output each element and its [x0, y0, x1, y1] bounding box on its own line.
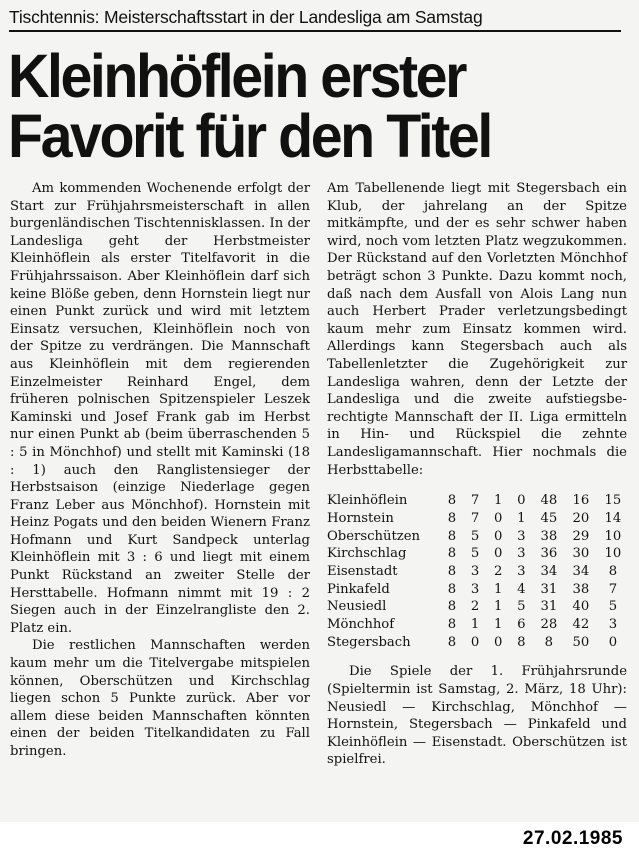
games-drawn: 1 — [493, 493, 503, 509]
sets-for: 31 — [540, 599, 558, 615]
points: 15 — [604, 493, 622, 509]
games-won: 7 — [470, 510, 480, 526]
date-stamp: 27.02.1985 — [522, 828, 623, 849]
games-played: 8 — [447, 563, 457, 579]
games-won: 0 — [470, 634, 480, 650]
table-row — [327, 598, 629, 616]
sets-for: 45 — [540, 510, 558, 526]
headline-line-1: Kleinhöflein erster — [8, 42, 466, 110]
team-name: Hornstein — [327, 510, 394, 526]
points: 10 — [604, 528, 622, 544]
games-played: 8 — [447, 510, 457, 526]
points: 10 — [604, 546, 622, 562]
team-name: Neusiedl — [327, 599, 387, 615]
table-row — [327, 510, 629, 528]
sets-against: 42 — [572, 617, 590, 633]
article-column-right — [327, 180, 627, 769]
games-drawn: 2 — [493, 563, 503, 579]
games-played: 8 — [447, 546, 457, 562]
sets-for: 8 — [544, 634, 554, 650]
games-drawn: 0 — [493, 528, 503, 544]
sets-against: 16 — [572, 493, 590, 509]
sets-against: 40 — [572, 599, 590, 615]
team-name: Oberschützen — [327, 528, 421, 544]
points: 7 — [608, 581, 618, 597]
games-drawn: 0 — [493, 634, 503, 650]
games-won: 3 — [470, 581, 480, 597]
sets-for: 34 — [540, 563, 558, 579]
table-row — [327, 545, 629, 563]
table-row — [327, 634, 629, 652]
sets-against: 34 — [572, 563, 590, 579]
games-drawn: 0 — [493, 510, 503, 526]
sets-for: 38 — [540, 528, 558, 544]
games-lost: 0 — [517, 493, 526, 509]
points: 14 — [604, 510, 622, 526]
games-drawn: 1 — [493, 617, 503, 633]
sets-for: 48 — [540, 493, 558, 509]
team-name: Pinkafeld — [327, 581, 390, 597]
sets-against: 38 — [572, 581, 590, 597]
games-drawn: 0 — [493, 546, 503, 562]
body-paragraph: Am Tabellenende liegt mit Stegersbach ein Klub, der jahrelang an der Spitze mitkämpfte, und der es sehr schwer haben wird, noch vom letzten Platz wegzukommen. Der Rückstand auf den Vorletzten Mönchhof beträgt schon 3 Punkte. Dazu kommt noch, daß nach dem Ausfall von Alois Lang nun auch Herbert Prader verletzungsbedingt kaum mehr zum Einsatz kommen wird. Allerdings kann Stegersbach auch als Tabellenletzter die Zugehörigkeit zur Landesliga wahren, denn der Letzte der Landesliga und die zweite aufstiegsberechtigte Mannschaft der II. Liga ermitteln in Hin- und Rückspiel die zehnte Landesligamannschaft. Hier nochmals die Herbsttabelle: — [327, 181, 627, 478]
team-name: Kleinhöflein — [327, 493, 408, 509]
sets-against: 20 — [572, 510, 590, 526]
games-won: 3 — [470, 563, 480, 579]
table-row — [327, 581, 629, 599]
games-played: 8 — [447, 634, 457, 650]
sets-for: 31 — [540, 581, 558, 597]
games-played: 8 — [447, 528, 457, 544]
games-played: 8 — [447, 493, 457, 509]
body-paragraph: Die Spiele der 1. Frühjahrsrunde (Spieltermin ist Samstag, 2. März, 18 Uhr): Neusiedl — Kirchschlag, Mönchhof — Hornstein, Stegersbach — Pinkafeld und Kleinhöflein — Eisenstadt. Oberschützen ist spielfrei. — [327, 664, 627, 768]
article-headline — [8, 42, 591, 170]
games-played: 8 — [447, 599, 457, 615]
games-drawn: 1 — [493, 599, 503, 615]
games-won: 1 — [470, 617, 480, 633]
points: 3 — [608, 617, 618, 633]
games-lost: 8 — [517, 634, 526, 650]
body-paragraph: Am kommenden Wochenende erfolgt der Start zur Frühjahrsmeisterschaft in allen burgenländischen Tischtennisklassen. In der Landesliga geht der Herbstmeister Kleinhöflein als erster Titelfavorit in die Frühjahrssaison. Aber Kleinhöflein darf sich keine Blöße geben, denn Hornstein liegt nur einen Punkt zurück und wird mit letztem Einsatz versuchen, Kleinhöflein noch von der Spitze zu verdrängen. Die Mannschaft aus Kleinhöflein mit dem regierenden Einzelmeister Reinhard Engel, dem früheren polnischen Spitzenspieler Leszek Kaminski und Josef Frank gab im Herbst nur einen Punkt ab (beim überraschenden 5 : 5 in Mönchhof) und stellt mit Kaminski (18 : 1) auch den Ranglistensieger der Herbstsaison (einzige Niederlage gegen Franz Leber aus Mönchhof). Hornstein mit Heinz Pogats und den beiden Wienern Franz Hofmann und Kurt Sandpeck unterlag Kleinhöflein mit 3 : 6 und liegt mit einem Punkt Rückstand an zweiter Stelle der Hersttabelle. Hofmann nimmt mit 19 : 2 Siegen auch in der Einzelrangliste den 2. Platz ein. — [10, 181, 310, 636]
article-column-left — [10, 180, 310, 761]
games-won: 2 — [470, 599, 480, 615]
body-paragraph: Die restlichen Mannschaften werden kaum mehr um die Titelvergabe mitspielen können, Oberschützen und Kirchschlag liegen schon 5 Punkte zurück. Aber vor allem diese beiden Mannschaften könnten einen der beiden Titelkandidaten zu Fall bringen. — [10, 638, 310, 759]
games-lost: 3 — [517, 563, 526, 579]
team-name: Stegersbach — [327, 634, 411, 650]
table-row — [327, 528, 629, 546]
games-lost: 5 — [517, 599, 526, 615]
sets-against: 50 — [572, 634, 590, 650]
games-lost: 6 — [517, 617, 526, 633]
games-won: 5 — [470, 546, 480, 562]
team-name: Mönchhof — [327, 617, 395, 633]
sets-against: 30 — [572, 546, 590, 562]
points: 0 — [608, 634, 618, 650]
games-won: 7 — [470, 493, 480, 509]
sets-for: 28 — [540, 617, 558, 633]
games-lost: 3 — [517, 528, 526, 544]
standings-table — [327, 492, 629, 651]
points: 5 — [608, 599, 618, 615]
sets-for: 36 — [540, 546, 558, 562]
table-row — [327, 492, 629, 510]
games-lost: 3 — [517, 546, 526, 562]
team-name: Kirchschlag — [327, 546, 407, 562]
games-won: 5 — [470, 528, 480, 544]
points: 8 — [608, 563, 618, 579]
sets-against: 29 — [572, 528, 590, 544]
table-row — [327, 563, 629, 581]
games-played: 8 — [447, 581, 457, 597]
headline-line-2: Favorit für den Titel — [8, 102, 491, 170]
games-drawn: 1 — [493, 581, 503, 597]
article-kicker: Tischtennis: Meisterschaftsstart in der Landesliga am Samstag — [9, 6, 621, 32]
games-lost: 1 — [517, 510, 526, 526]
team-name: Eisenstadt — [327, 563, 398, 579]
games-lost: 4 — [517, 581, 526, 597]
table-row — [327, 616, 629, 634]
games-played: 8 — [447, 617, 457, 633]
